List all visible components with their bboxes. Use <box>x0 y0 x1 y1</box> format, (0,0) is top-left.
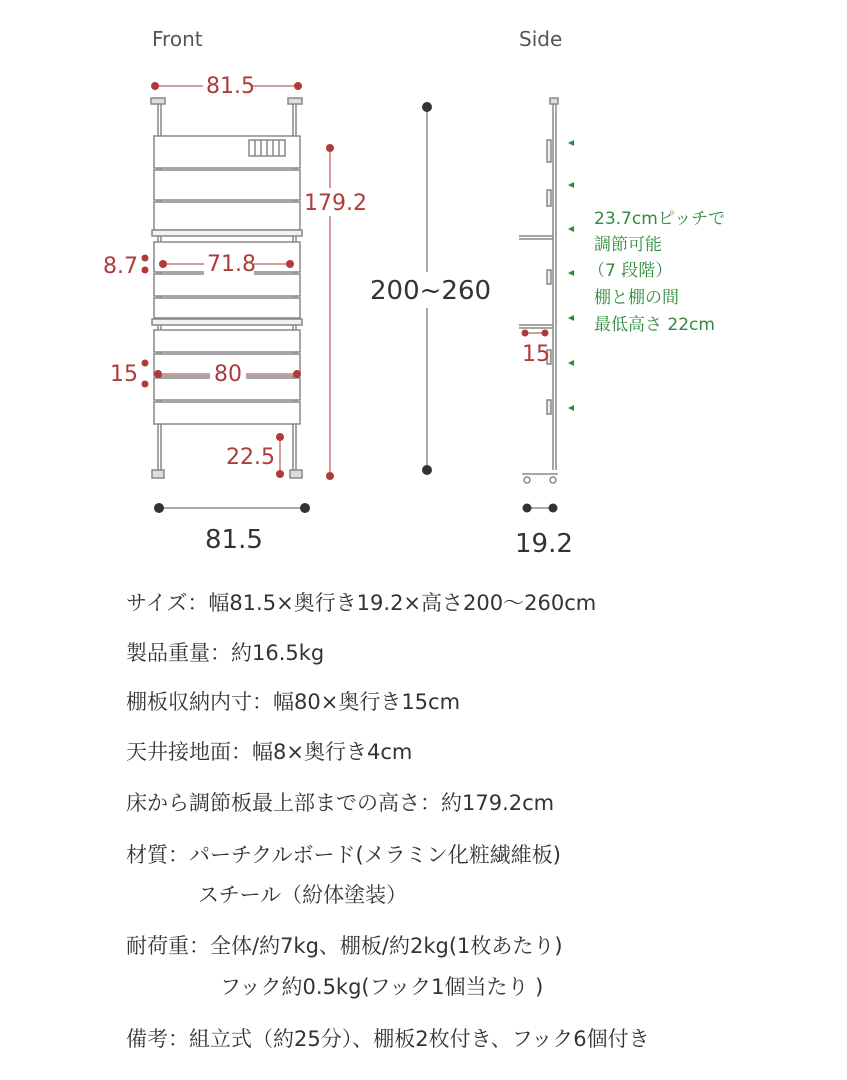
total-height-dimension <box>368 102 491 475</box>
side-shelf-depth-dimension <box>522 330 551 368</box>
side-view-label: Side <box>519 27 563 51</box>
adjustment-note-line-5: 最低高さ 22cm <box>594 315 715 335</box>
spec-material: 材質：パーチクルボード(メラミン化粧繊維板) <box>126 843 561 867</box>
side-depth-dimension <box>515 504 573 560</box>
adjustment-marker-6 <box>568 360 574 366</box>
front-bottom-width-dimension <box>154 503 310 555</box>
shelf-gap-dimension <box>103 254 149 279</box>
total-height-label: 200~260 <box>370 276 492 306</box>
bottom-clearance-label: 22.5 <box>226 445 275 470</box>
shelf-depth-dimension <box>110 360 149 388</box>
adjustment-note-line-4: 棚と棚の間 <box>594 288 679 308</box>
spec-weight: 製品重量：約16.5kg <box>126 641 325 665</box>
front-height-label: 179.2 <box>304 191 367 216</box>
adjustment-note-line-2: 調節可能 <box>594 235 662 255</box>
adjustment-markers <box>568 140 574 411</box>
adjustment-marker-2 <box>568 182 574 188</box>
shelf-width-label: 80 <box>214 362 242 387</box>
adjustment-note-line-1: 23.7cmピッチで <box>594 209 726 229</box>
front-height-dimension <box>304 144 367 480</box>
bottom-clearance-dimension <box>224 433 284 478</box>
adjustment-note-line-3: （7 段階） <box>588 261 673 281</box>
adjustment-marker-1 <box>568 140 574 146</box>
adjustment-marker-5 <box>568 315 574 321</box>
front-top-width-dimension <box>151 72 302 99</box>
adjustment-note <box>588 209 725 335</box>
spec-shelf-inner: 棚板収納内寸：幅80×奥行き15cm <box>126 690 461 714</box>
side-shelf-depth-label: 15 <box>522 342 550 367</box>
spec-notes: 備考：組立式（約25分）、棚板2枚付き、フック6個付き <box>126 1027 650 1051</box>
spec-load-hook: フック約0.5kg(フック1個当たり ) <box>220 975 544 999</box>
spec-material-steel: スチール（紛体塗装） <box>198 883 408 907</box>
front-view-drawing <box>151 98 302 478</box>
front-top-width-label: 81.5 <box>206 74 255 99</box>
front-bottom-width-label: 81.5 <box>205 525 263 555</box>
shelf-depth-label: 15 <box>110 362 138 387</box>
inner-width-label: 71.8 <box>207 252 256 277</box>
spec-top-height: 床から調節板最上部までの高さ：約179.2cm <box>126 791 555 815</box>
side-view-drawing <box>519 98 558 483</box>
spec-load: 耐荷重：全体/約7kg、棚板/約2kg(1枚あたり) <box>126 934 563 958</box>
spec-size: サイズ：幅81.5×奥行き19.2×高さ200〜260cm <box>126 591 597 615</box>
adjustment-marker-7 <box>568 405 574 411</box>
shelf-gap-label: 8.7 <box>103 254 138 279</box>
front-view-label: Front <box>152 27 203 51</box>
spec-ceiling-contact: 天井接地面：幅8×奥行き4cm <box>126 740 413 764</box>
side-depth-label: 19.2 <box>515 529 573 559</box>
adjustment-marker-3 <box>568 226 574 232</box>
adjustment-marker-4 <box>568 270 574 276</box>
